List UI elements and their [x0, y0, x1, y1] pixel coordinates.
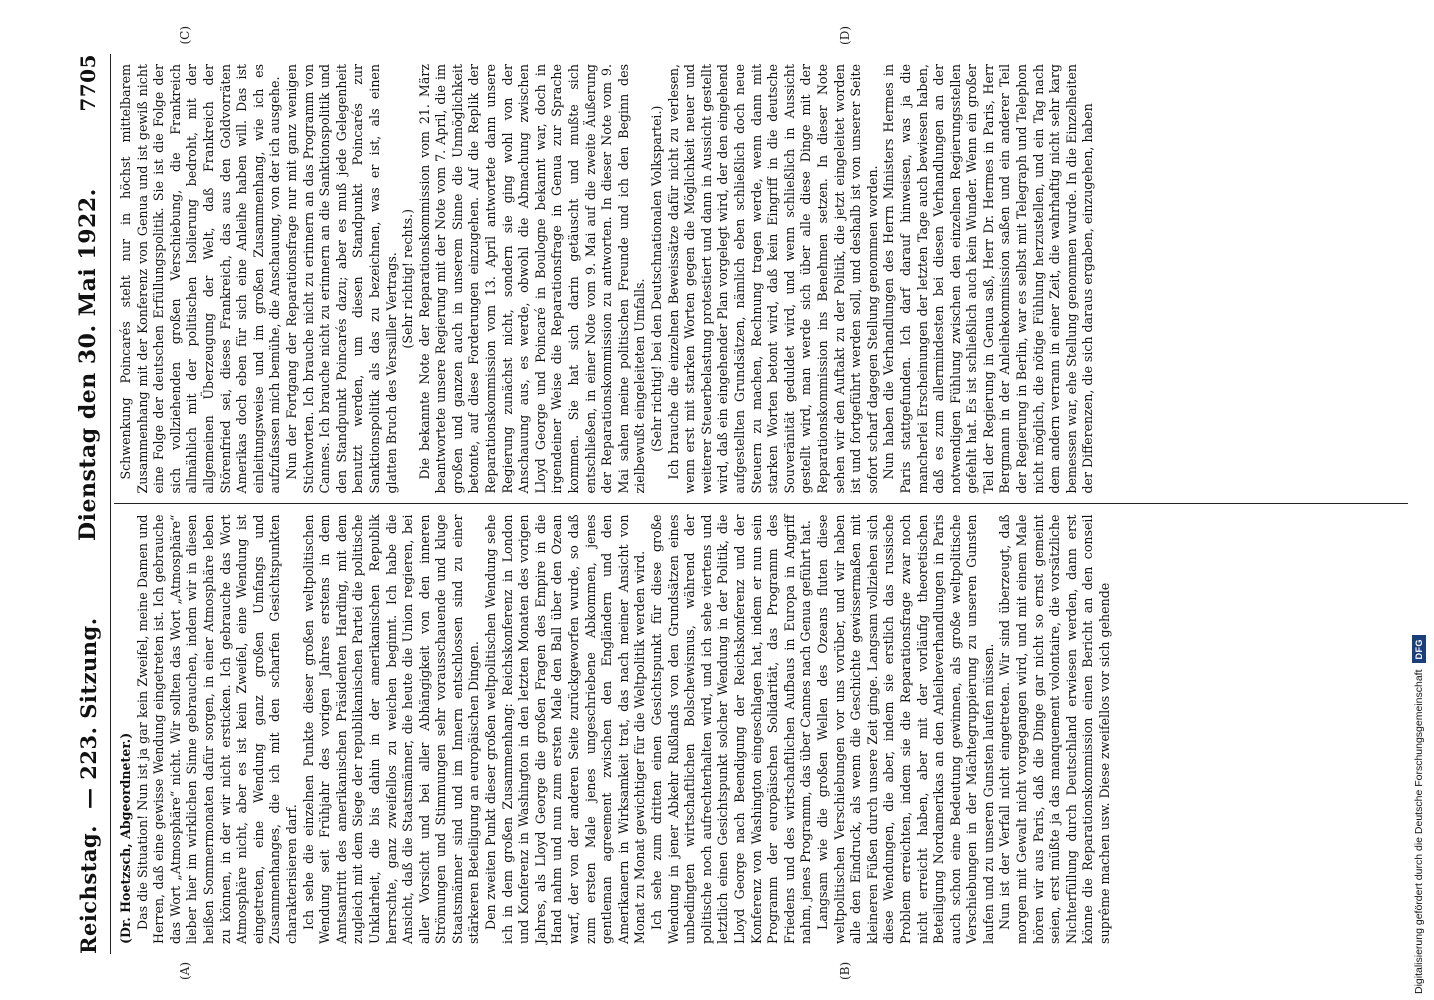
- paragraph: Nun der Fortgang der Reparationsfrage nur mit ganz wenigen Stichworten. Ich brauche nicht zu erinnern an das Programm von Cannes. Ich brauche nicht zu erinnern an die Sanktionspolitik und den Standpunkt Poincarés dazu; aber es muß jede Gelegenheit benutzt werden, um diesen Standpunkt Poincarés zur Sanktionspolitik als das zu bezeichnen, was er ist, als einen glatten Bruch des Versailler Vertrags.: [283, 64, 399, 494]
- paragraph: Das die Situation! Nun ist ja gar kein Zweifel, meine Damen und Herren, daß eine gewisse Wendung eingetreten ist. Ich gebrauche das Wort „Atmosphäre“ nicht. Wir sollten das Wort „Atmosphäre“ lieber hier im wirklichen Sinne gebrauchen, indem wir in diesen heißen Sommermonaten dafür sorgen, in einer Atmosphäre leben zu können, in der wir nicht ersticken. Ich gebrauche das Wort Atmosphäre nicht, aber es ist kein Zweifel, eine Wendung ist eingetreten, eine Wendung ganz großen Umfangs und Zusammenhanges, die ich mit den scharfen Gesichtspunkten charakterisieren darf.: [134, 514, 299, 944]
- interjection: (Sehr richtig! rechts.): [400, 208, 416, 349]
- paragraph: Ich sehe zum dritten einen Gesichtspunkt für diese große Wendung in jener Abkehr Rußlands von den Grundsätzen eines unbedingten wirtschaftlichen Bolschewismus, während der politische noch aufrechterhalten wird, und ich sehe viertens und letztlich einen Gesichtspunkt solcher Wendung in der Politik, die Lloyd George nach Beendigung der Reichskonferenz und der Konferenz von Washington eingeschlagen hat, indem er nun sein Programm der europäischen Solidarität, das Programm des Friedens und des wirtschaftlichen Aufbaus in Europa in Angriff nahm, jenes Programm, das über Cannes nach Genua geführt hat.: [649, 514, 814, 944]
- publication-title: Reichstag.: [75, 825, 101, 954]
- header-left: [76, 617, 101, 954]
- paragraph: Ich sehe die einzelnen Punkte dieser großen weltpolitischen Wendung seit Frühjahr des vorigen Jahres erstens in dem Amtsantritt des amerikanischen Präsidenten Harding, mit dem zugleich mit dem Siege der republikanischen Partei die politische Unklarheit, die bis dahin in der amerikanischen Republik herrschte, ganz zweifellos zu weichen beginnt. Ich habe die Ansicht, daß die Staatsmänner, die heute die Union regieren, bei aller Vorsicht und bei aller Abhängigkeit von den inneren Strömungen und Stimmungen sehr vorausschauende und kluge Staatsmänner sind und im Innern entschlossen sind zu einer stärkeren Beteiligung an europäischen Dingen.: [300, 514, 482, 944]
- margin-letter-d: (D): [838, 26, 852, 45]
- rotated-page: [58, 26, 1418, 980]
- credit-text-row: [1406, 6, 1432, 994]
- paragraph: Ich brauche die einzelnen Beweissätze dafür nicht zu verlesen, wenn erst mit starken Worten gegen die Möglichkeit neuer und weiterer Steuerbelastung protestiert und dann in Aussicht gestellt wird, daß ein eingehender Plan vorgelegt wird, der den eingehend aufgestellten Grundsätzen, nämlich eben schließlich doch neue Steuern zu machen, Rechnung tragen werde, wenn dann mit starken Worten betont wird, daß kein Eingriff in die deutsche Souveränität geduldet wird, und wenn schließlich in Aussicht gestellt wird, man werde sich über alle diese Dinge mit der Reparationskommission ins Benehmen setzen. In dieser Note sehen wir den Auftakt zu der Politik, die jetzt eingeleitet worden ist und fortgeführt werden soll, und deshalb ist von unserer Seite sofort scharf dagegen Stellung genommen worden.: [665, 64, 880, 494]
- credit-text: Digitalisierung gefördert durch die Deutsche Forschungsgemeinschaft: [1413, 669, 1425, 994]
- credit-strip: [1406, 6, 1432, 994]
- margin-letter-c: (C): [178, 26, 192, 45]
- column-right: [114, 54, 1408, 505]
- text-columns: [114, 54, 1408, 954]
- paragraph: Langsam wie die großen Wellen des Ozeans fluten diese weltpolitischen Verschiebungen vor uns vorüber, und wir haben alle den Eindruck, als wenn die Geschichte gewissermaßen mit kleineren Füßen durch unsere Zeit ginge. Langsam vollziehen sich diese Wendungen, die aber, indem sie erstlich das russische Problem erreichten, indem sie die Reparationsfrage zwar noch nicht erreicht haben, aber mit der vorläufig theoretischen Beteiligung Nordamerikas an den Anleiheverhandlungen in Paris auch schon eine Bedeutung gewinnen, als große weltpolitische Verschiebungen in der Mächtegruppierung zu unseren Gunsten laufen und zu unseren Gunsten laufen müssen.: [814, 514, 996, 944]
- session-date: Dienstag den 30. Mai 1922.: [75, 188, 101, 541]
- page-number: 7705: [76, 54, 100, 112]
- paragraph: Schwenkung Poincarés steht nur in höchst mittelbarem Zusammenhang mit der Konferenz von Genua und ist gewiß nicht eine Folge der deutschen Erfüllungspolitik. Sie ist die Folge der sich vollziehenden großen Verschiebung, die Frankreich allmählich mit der politischen Isolierung bedroht, mit der allgemeinen Überzeugung der Welt, daß Frankreich der Störenfried sei, dieses Frankreich, das aus den Goldvorräten Amerikas doch eben für sich eine Anleihe haben will. Das ist einleitungsweise und im großen Zusammenhang, wie ich es aufzufassen mich bemühe, die Anschauung, von der ich ausgehe.: [118, 64, 283, 494]
- document-scan: [58, 26, 1418, 980]
- column-left: [114, 505, 1408, 955]
- margin-letter-a: (A): [178, 961, 192, 980]
- paragraph: Nun haben die Verhandlungen des Herrn Ministers Hermes in Paris stattgefunden. Ich darf darauf hinweisen, was ja die mancherlei Erscheinungen der letzten Tage auch bewiesen haben, daß es zum allermindesten bei diesen Verhandlungen an der notwendigen Fühlung zwischen den einzelnen Regierungsstellen gefehlt hat. Es ist schließlich auch kein Wunder. Wenn ein großer Teil der Regierung in Genua saß, Herr Dr. Hermes in Paris, Herr Bergmann in der Anleihekommission saßen und ein anderer Teil der Regierung in Berlin, war es selbst mit Telegraph und Telephon nicht möglich, die nötige Fühlung herzustellen, und ein Tag nach dem andern verrann in einer Zeit, die wahrhaftig nicht sehr karg bemessen war, ehe Stellung genommen wurde. In die Einzelheiten der Differenzen, die sich daraus ergaben, einzugehen, haben: [881, 64, 1096, 494]
- interjection: (Sehr richtig! bei den Deutschnationalen Volkspartei.): [649, 105, 664, 452]
- paragraph: Die bekannte Note der Reparationskommission vom 21. März beantwortete unsere Regierung mit der Note vom 7. April, die im großen und ganzen auch in unserem Sinne die Unmöglichkeit betonte, auf diese Forderungen einzugehen. Auf die Replik der Reparationskommission vom 13. April antwortete dann unsere Regierung zunächst nicht, sondern sie ging wohl von der Anschauung aus, es werde, obwohl die Abmachung zwischen Lloyd George und Poincaré in Boulogne bekannt war, doch in irgendeiner Weise die Reparationsfrage in Genua zur Sprache kommen. Sie hat sich darin getäuscht und mußte sich entschließen, in einer Note vom 9. Mai auf die zweite Äußerung der Reparationskommission zu antworten. In dieser Note vom 9. Mai sahen meine politischen Freunde und ich den Beginn des zielbewußt eingeleiteten Umfalls.: [416, 64, 648, 494]
- paragraph: Den zweiten Punkt dieser großen weltpolitischen Wendung sehe ich in dem großen Zusammenhang: Reichskonferenz in London und Konferenz in Washington in den letzten Monaten des vorigen Jahres, als Lloyd George die großen Fragen des Empire in die Hand nahm und nun zum ersten Male den Ball über den Ozean warf, der von der anderen Seite zurückgeworfen wurde, so daß zum ersten Male jenes ungeschriebene Abkommen, jenes gentleman agreement zwischen den Engländern und den Amerikanern in Wirksamkeit trat, das nach meiner Ansicht von Monat zu Monat gewichtiger für die Weltpolitik werden wird.: [483, 514, 648, 944]
- speaker-label: (Dr. Hoetzsch, Abgeordneter.): [118, 732, 133, 944]
- page-header: [66, 54, 111, 954]
- session-number: — 223. Sitzung.: [75, 617, 101, 810]
- dfg-logo: DFG: [1412, 635, 1426, 664]
- margin-letter-b: (B): [838, 961, 852, 980]
- paragraph: Nun ist der Verfall nicht eingetreten. Wir sind überzeugt, daß morgen mit Gewalt nicht vorgegangen wird, und mit einem Male hören wir aus Paris, daß die Dinge gar nicht so ernst gemeint seien, erst müßte ja das manquement volontaire, die vorsätzliche Nichterfüllung durch Deutschland erwiesen werden, dann erst könne die Reparationskommission einen Bericht an den conseil suprême machen usw. Diese zweifellos vor sich gehende: [997, 514, 1113, 944]
